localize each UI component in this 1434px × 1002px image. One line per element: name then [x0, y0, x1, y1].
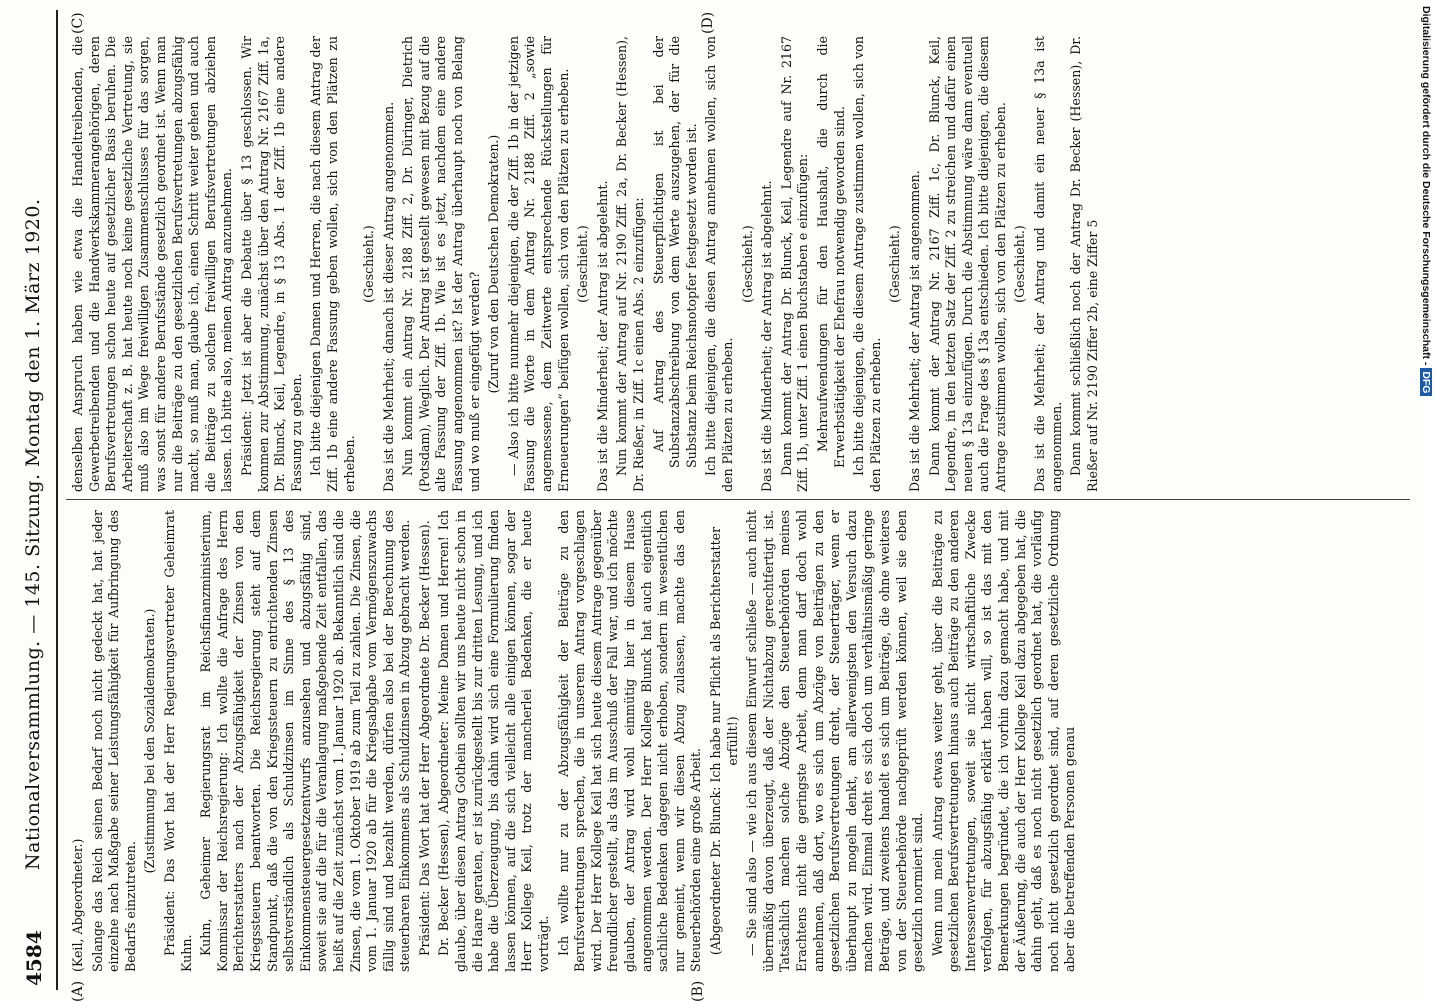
- column-divider: [66, 499, 1410, 500]
- paragraph: (Keil, Abgeordneter.): [70, 838, 85, 972]
- paragraph: Das ist die Minderheit; der Antrag ist abgelehnt.: [759, 180, 775, 492]
- credit-text: Digitalisierung gefördert durch die Deutsche Forschungsgemeinschaft -: [1420, 6, 1432, 366]
- paragraph: Wenn nun mein Antrag etwas weiter geht, über die Beiträge zu gesetzlichen Berufsvertretungen hinaus auch Beiträge zu den anderen Interessenvertretungen, soweit sie nicht wirtschaftliche Zwecke verfolgen, für abzugsfähig erklärt haben will, so ist das mit den Bemerkungen begründet, die ich vorhin dazu gemacht habe, und mit der Äußerung, die auch der Herr Kollege Keil dazu abgegeben hat, die dahin geht, daß es noch nicht gesetzlich geordnet hat, die vorläufig noch nicht gesetzlich geordnet sind, auf deren gesetzliche Ordnung aber die betreffenden Personen genau: [929, 510, 1078, 972]
- interjection: (Geschieht.): [1012, 225, 1028, 303]
- paragraph: Dann kommt schließlich noch der Antrag Dr. Becker (Hessen), Dr. Rießer auf Nr. 2190 Ziffer 2b, eine Ziffer 5: [1068, 36, 1100, 492]
- interjection: (Geschieht.): [575, 225, 591, 303]
- credit-text-line: [1414, 6, 1432, 996]
- paragraph: Nun kommt ein Antrag Nr. 2188 Ziff. 2, Dr. Düringer, Dietrich (Potsdam), Weglich. Der Antrag ist gestellt gewesen mit Bezug auf die alte Fassung der Ziff. 1b. Wie ist es jetzt, nachdem eine andere Fassung angenommen ist? Ist der Antrag überhaupt noch von Belang und wo muß er eingefügt werden?: [400, 36, 482, 492]
- quoted-amendment: Mehraufwendungen für den Haushalt, die durch die Erwerbstätigkeit der Ehefrau notwendig geworden sind.: [814, 36, 847, 468]
- paragraph: Ich bitte diejenigen Damen und Herren, die nach diesem Antrag der Ziff. 1b eine andere Fassung geben wollen, sich von den Plätzen zu erheben.: [308, 36, 357, 492]
- paragraph: Das ist die Mehrheit; der Antrag ist angenommen.: [906, 170, 922, 492]
- paragraph: — Also ich bitte nunmehr diejenigen, die der Ziff. 1b in der jetzigen Fassung die Worte in dem Antrag Nr. 2188 Ziff. 2 „sowie angemessene, dem Zeitwerte entsprechende Rückstellungen für Erneuerungen“ beifügen wollen, sich von den Plätzen zu erheben.: [505, 36, 571, 492]
- right-column: [70, 36, 1410, 492]
- paragraph: Das ist die Mehrheit; danach ist dieser Antrag angenommen.: [380, 101, 396, 492]
- paragraph: Präsident: Jetzt ist aber die Debatte über § 13 geschlossen. Wir kommen zur Abstimmung, zunächst über den Antrag Nr. 2167 Ziff. 1a, Dr. Blunck, Keil, Legendre, in § 13 Abs. 1 der Ziff. 1b eine andere Fassung zu geben.: [238, 36, 304, 492]
- margin-letter-d: (D): [700, 11, 716, 34]
- margin-letter-b: (B): [690, 980, 706, 1002]
- paragraph: Das ist die Minderheit; der Antrag ist abgelehnt.: [594, 180, 610, 492]
- paragraph: Nun kommt der Antrag auf Nr. 2190 Ziff. 2a, Dr. Becker (Hessen), Dr. Rießer, in Ziff. 1c einen Abs. 2 einzufügen:: [614, 36, 646, 492]
- paragraph: Das ist die Mehrheit; der Antrag und damit ein neuer § 13a ist angenommen.: [1032, 36, 1064, 492]
- paragraph: Präsident: Das Wort hat der Herr Regierungsvertreter Geheimrat Kuhn.: [161, 510, 194, 972]
- paragraph: Solange das Reich seinen Bedarf noch nicht gedeckt hat, hat jeder einzelne nach Maßgabe seiner Leistungsfähigkeit für Aufbringung des Bedarfs einzutreten.: [89, 510, 138, 972]
- paragraph: Ich wollte nur zu der Abzugsfähigkeit der Beiträge zu den Berufsvertretungen sprechen, die in unserem Antrag vorgeschlagen wird. Der Herr Kollege Keil hat sich heute diesem Antrage gegenüber freundlicher gestellt, als das im Ausschuß der Fall war, und ich möchte glauben, der Antrag wird wohl einmütig hier in diesem Hause angenommen werden. Der Herr Kollege Blunck hat auch eigentlich sachliche Bedenken dagegen nicht erhoben, sondern im wesentlichen nur gemeint, wenn wir diesen Abzug zulassen, machte das den Steuerbehörden eine große Arbeit.: [555, 510, 704, 972]
- interjection: (Zuruf von den Deutschen Demokraten.): [486, 134, 502, 394]
- paragraph: Kuhn, Geheimer Regierungsrat im Reichsfinanzministerium, Kommissar der Reichsregierung: Ich wollte die Anfrage des Herrn Berichterstatters nach der Abzugsfähigkeit der Zinsen von den Kriegssteuern beantworten. Die Reichsregierung steht auf dem Standpunkt, daß die von den Kriegssteuern zu entrichtenden Zinsen selbstverständlich als Schuldzinsen im Sinne des § 13 des Einkommensteuergesetzentwurfs anzusehen und abzugsfähig sind, soweit sie auf die für die Veranlagung maßgebende Zeit entfallen, das heißt auf die Zeit zunächst vom 1. Januar 1920 ab. Bekanntlich sind die Zinsen, die vom 1. Oktober 1919 ab zum Teil zu zahlen. Die Zinsen, die vom 1. Januar 1920 ab für die Kriegsabgabe vom Vermögenszuwachs fällig sind und bezahlt werden, dürfen also bei der Berechnung des steuerbaren Einkommens als Schuldzinsen in Abzug gebracht werden.: [198, 510, 413, 972]
- paragraph: Dann kommt der Antrag Dr. Blunck, Keil, Legendre auf Nr. 2167 Ziff. 1b, unter Ziff. 1 einen Buchstaben e einzufügen:: [778, 36, 811, 492]
- page-title: Nationalversammlung. — 145. Sitzung. Montag den 1. März 1920.: [22, 198, 44, 870]
- interjection: (Abgeordneter Dr. Blunck: Ich habe nur Pflicht als Berichterstatter erfüllt!): [707, 526, 740, 956]
- interjection: (Geschieht.): [739, 225, 755, 303]
- page-header: [0, 0, 60, 1000]
- paragraph: denselben Anspruch haben wie etwa die Handeltreibenden, die Gewerbetreibenden und die Handwerkskammerangehörigen, deren Berufsvertretungen schon heute auf gesetzlicher Basis beruhen. Die Arbeiterschaft z. B. hat heute noch keine gesetzliche Vertretung, sie muß also im Wege freiwilligen Zusammenschlusses für das sorgen, was sonst für andere Berufsstände gesetzlich geordnet ist. Wenn man nur die Beiträge zu den gesetzlichen Berufsvertretungen abzugsfähig macht, so muß man, glaube ich, einen Schritt weiter gehen und auch die Beiträge zu solchen freiwilligen Berufsvertretungen abziehen lassen. Ich bitte also, meinen Antrag anzunehmen.: [70, 36, 235, 492]
- left-column: [70, 510, 1410, 972]
- interjection: (Geschieht.): [887, 225, 903, 303]
- paragraph: Dr. Becker (Hessen), Abgeordneter: Meine Damen und Herren! Ich glaube, über diesen Antrag Gothein sollten wir uns heute nicht schon in die Haare geraten, er ist zurückgestellt bis zur dritten Lesung, und ich habe die Überzeugung, bis dahin wird sich eine Formulierung finden lassen können, auf die sich vielleicht alle einigen können, sogar der Herr Kollege Keil, trotz der mancherlei Bedenken, die er heute vorträgt.: [436, 510, 552, 972]
- header-rule: [56, 10, 58, 990]
- digitization-credit: [1414, 6, 1432, 996]
- margin-letter-a: (A): [70, 980, 86, 1002]
- page-number: 4584: [22, 930, 46, 986]
- dfg-logo: DFG: [1420, 368, 1432, 396]
- paragraph: — Sie sind also — wie ich aus diesem Einwurf schließe — auch nicht übermäßig davon überzeugt, daß der Nichtabzug gerechtfertigt ist. Tatsächlich machen solche Abzüge den Steuerbehörden meines Erachtens nicht die geringste Arbeit, denn man darf doch wohl annehmen, daß dort, wo es sich um Abzüge von Beiträgen zu den gesetzlichen Berufsvertretungen dreht, der Steuerträger, wenn er überhaupt zu mogeln denkt, am allerwenigsten den Versuch dazu machen wird. Einmal dreht es sich doch um verhältnismäßig geringe Beträge, und zweitens handelt es sich um Beiträge, die ohne weiteres von der Steuerbehörde nachgeprüft werden können, weil sie eben gesetzlich normiert sind.: [744, 510, 926, 972]
- paragraph: Ich bitte diejenigen, die diesem Antrage zustimmen wollen, sich von den Plätzen zu erheben.: [851, 36, 883, 492]
- paragraph: Präsident: Das Wort hat der Herr Abgeordnete Dr. Becker (Hessen).: [416, 520, 432, 956]
- interjection: (Zustimmung bei den Sozialdemokraten.): [142, 608, 158, 874]
- paragraph: Dann kommt der Antrag Nr. 2167 Ziff. 1c, Dr. Blunck, Keil, Legendre, in den letzten Satz der Ziff. 2 zu streichen und dafür einen neuen § 13a einzufügen. Durch die Abstimmung wäre dann eventuell auch die Frage des § 13a entschieden. Ich bitte diejenigen, die diesem Antrage zustimmen wollen, sich von den Plätzen zu erheben.: [926, 36, 1008, 492]
- paragraph: Ich bitte diejenigen, die diesen Antrag annehmen wollen, sich von den Plätzen zu erheben.: [703, 36, 735, 492]
- interjection: (Geschieht.): [361, 225, 377, 303]
- quoted-amendment: Auf Antrag des Steuerpflichtigen ist bei der Substanzabschreibung von dem Werte auszugehen, der für die Substanz beim Reichsnotopfer festgesetzt worden ist.: [650, 36, 699, 468]
- margin-letter-c: (C): [70, 12, 86, 34]
